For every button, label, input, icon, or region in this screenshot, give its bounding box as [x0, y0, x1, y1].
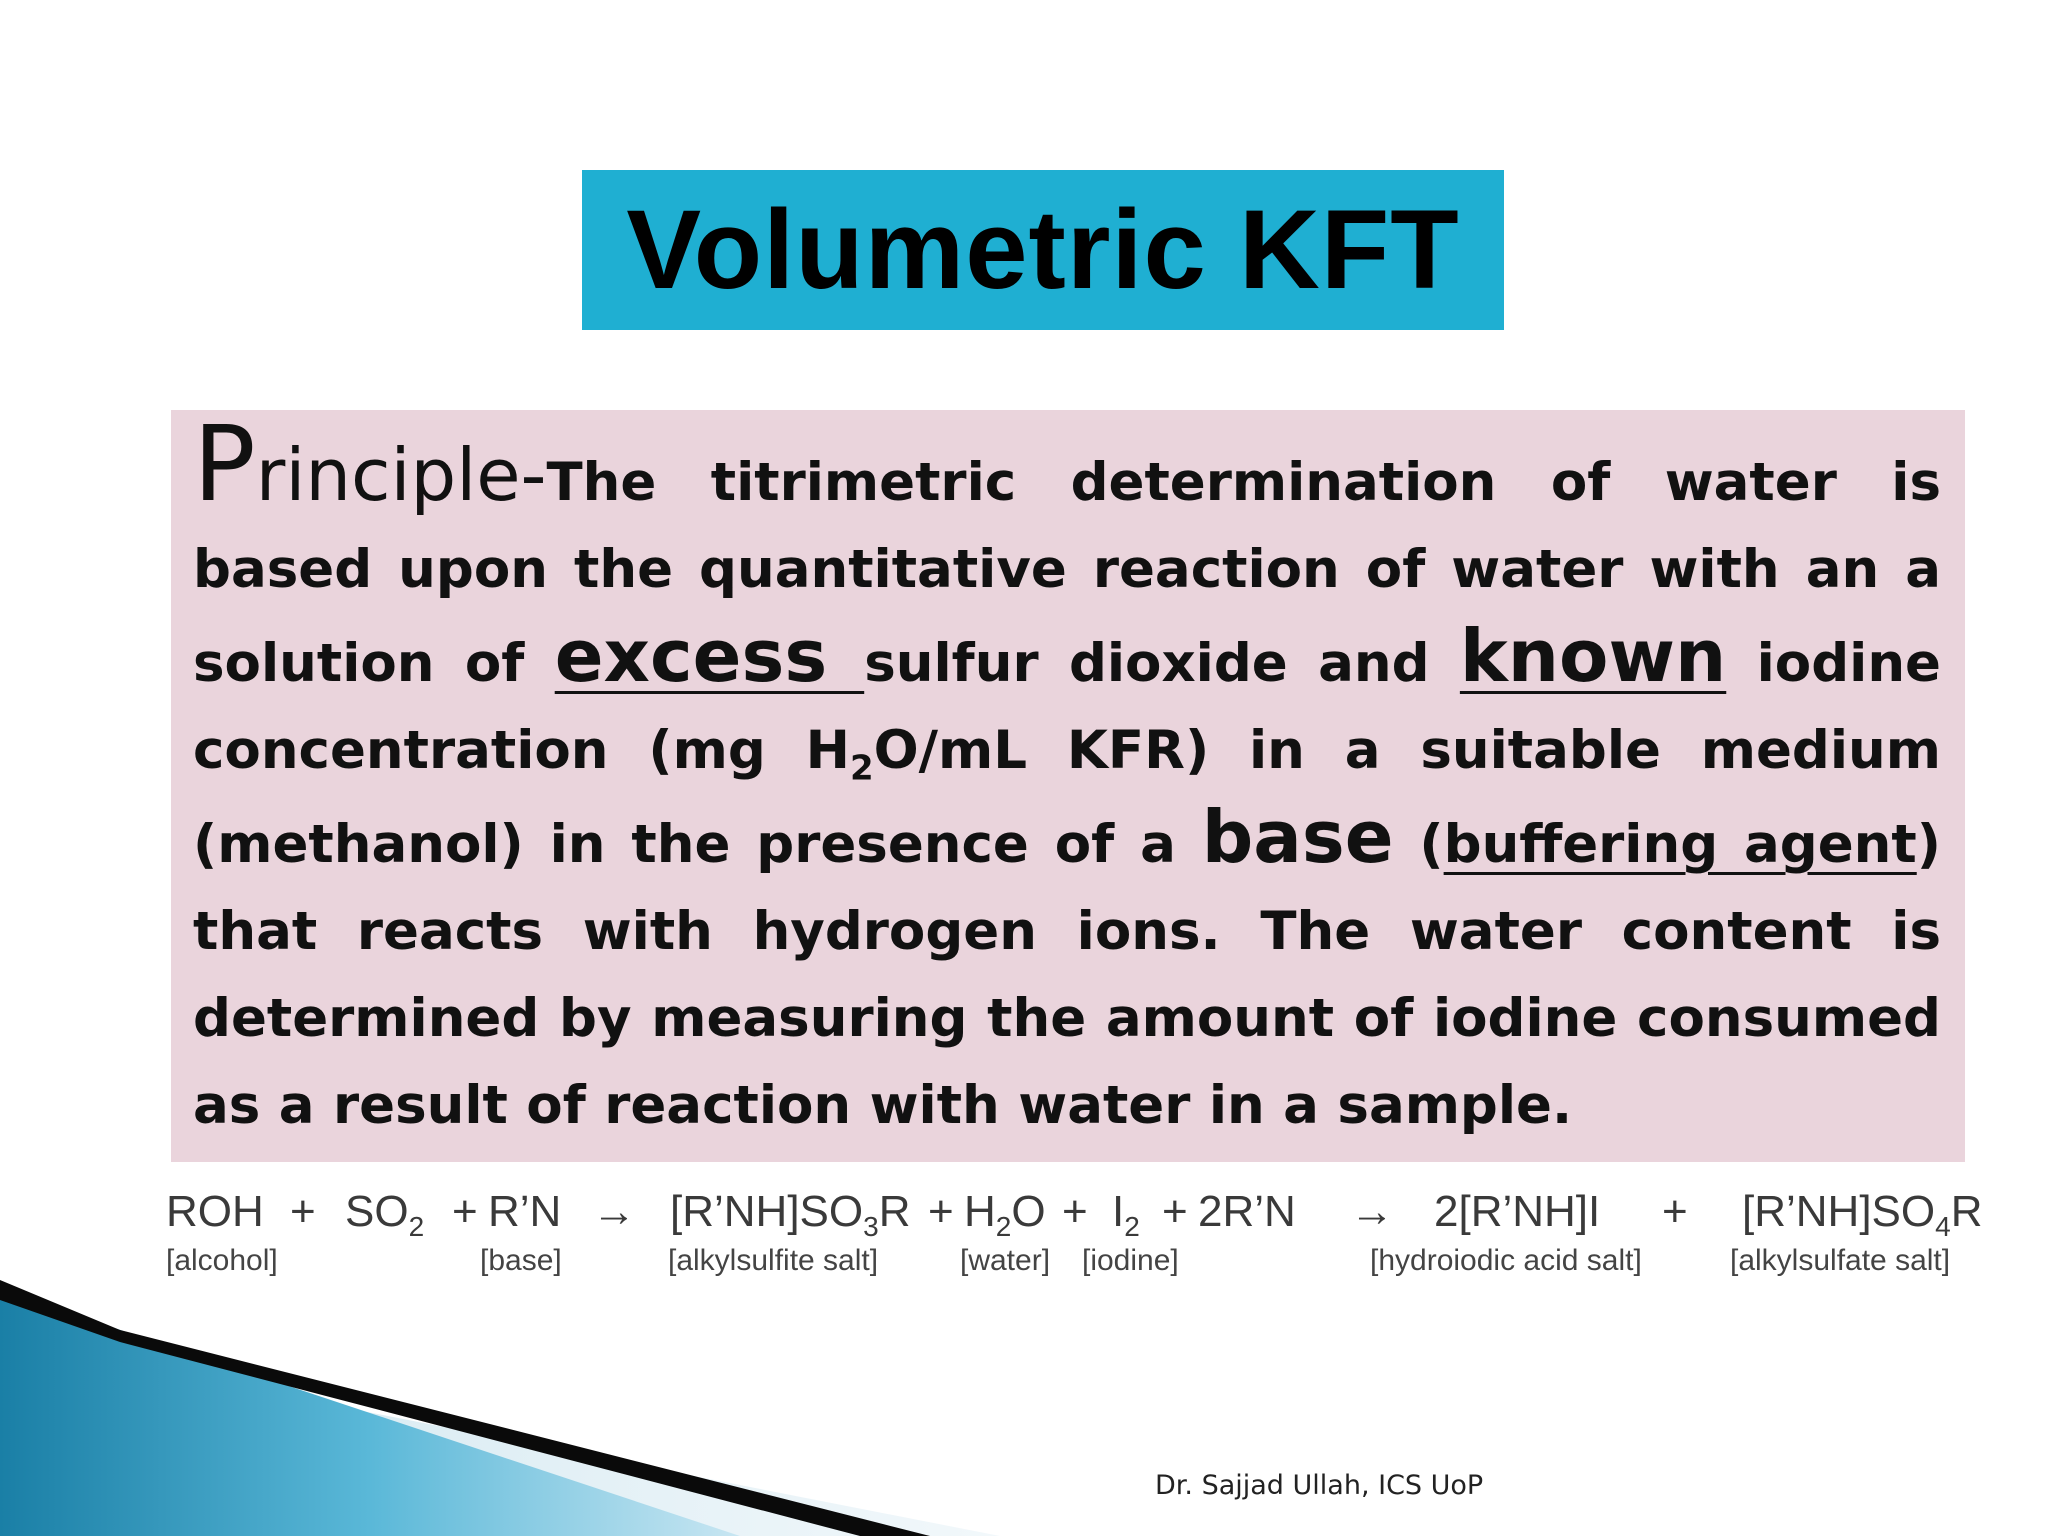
- formula-hydroiodic: 2[R’NH]I: [1434, 1187, 1601, 1236]
- principle-lead-cap: P: [193, 403, 256, 525]
- label-hydroiodic: [hydroiodic acid salt]: [1370, 1244, 1642, 1277]
- formula-h2o-o: O: [1011, 1187, 1046, 1236]
- label-alkylsulfite: [alkylsulfite salt]: [668, 1244, 879, 1277]
- formula-plus: +: [290, 1187, 316, 1236]
- arrow-icon: →: [592, 1187, 636, 1236]
- principle-text-3: iodine concentration (mg H: [193, 633, 1941, 781]
- principle-text-5: (: [1393, 814, 1444, 875]
- label-alcohol: [alcohol]: [166, 1244, 278, 1277]
- formula-so2-main: SO: [345, 1187, 409, 1236]
- label-base: [base]: [480, 1244, 562, 1277]
- principle-text-6: ) that reacts with hydrogen ions. The water content is determined by measuring the amount of iodine consumed as a result of reaction with water in a sample.: [193, 814, 1941, 1136]
- principle-buffering-agent: buffering agent: [1443, 814, 1917, 875]
- formula-roh: ROH: [166, 1187, 264, 1236]
- formula-h2o: [964, 1182, 1046, 1242]
- principle-box: [171, 403, 1965, 1162]
- formula-2rn: 2R’N: [1198, 1187, 1296, 1236]
- formula-plus: +: [1162, 1187, 1188, 1236]
- principle-base: base: [1201, 795, 1394, 879]
- formula-so2: [345, 1182, 424, 1242]
- formula-plus: +: [928, 1187, 954, 1236]
- title-box: [582, 170, 1504, 330]
- formula-plus: +: [1662, 1187, 1688, 1236]
- principle-subscript-2: 2: [849, 748, 874, 789]
- formula-i2: [1112, 1182, 1140, 1242]
- formula-plus: +: [1062, 1187, 1088, 1236]
- formula-sulfite-end: R: [878, 1187, 911, 1236]
- principle-lead-rest: rinciple-: [255, 433, 547, 517]
- formula-alkylsulfate: [1742, 1182, 1982, 1242]
- principle-known: known: [1459, 614, 1727, 698]
- arrow-icon: →: [1350, 1187, 1394, 1236]
- formula-sulfite-main: [R’NH]SO: [670, 1187, 864, 1236]
- label-iodine: [iodine]: [1082, 1244, 1179, 1277]
- formula-alkylsulfite: [670, 1182, 910, 1242]
- formula-sulfate-end: R: [1950, 1187, 1983, 1236]
- principle-text-4: O/mL KFR) in a suitable medium (methanol) in the presence of a: [193, 720, 1941, 875]
- formula-h2o-sub: 2: [995, 1210, 1012, 1242]
- formula-so2-sub: 2: [408, 1210, 425, 1242]
- label-water: [water]: [960, 1244, 1051, 1277]
- formula-sulfate-sub: 4: [1935, 1210, 1951, 1242]
- principle-excess: excess: [554, 614, 865, 698]
- formula-i2-sub: 2: [1124, 1210, 1140, 1242]
- formula-h2o-h: H: [964, 1187, 996, 1236]
- formula-sulfite-sub: 3: [863, 1210, 879, 1242]
- formula-sulfate-main: [R’NH]SO: [1742, 1187, 1936, 1236]
- formula-i2-main: I: [1112, 1187, 1125, 1236]
- label-alkylsulfate: [alkylsulfate salt]: [1730, 1244, 1951, 1277]
- slide-title: Volumetric KFT: [626, 187, 1460, 312]
- formula-rn: R’N: [488, 1187, 562, 1236]
- principle-text-1: The titrimetric determination of water is based upon the quantitative reaction of water with an a solution of: [193, 452, 1941, 694]
- reaction-equation: [162, 1182, 1982, 1292]
- decorative-swoosh: [0, 1280, 1000, 1536]
- formula-plus: +: [452, 1187, 478, 1236]
- principle-paragraph: [193, 403, 1941, 1149]
- principle-text-2: sulfur dioxide and: [864, 633, 1460, 694]
- footer-credit: Dr. Sajjad Ullah, ICS UoP: [1155, 1470, 1484, 1501]
